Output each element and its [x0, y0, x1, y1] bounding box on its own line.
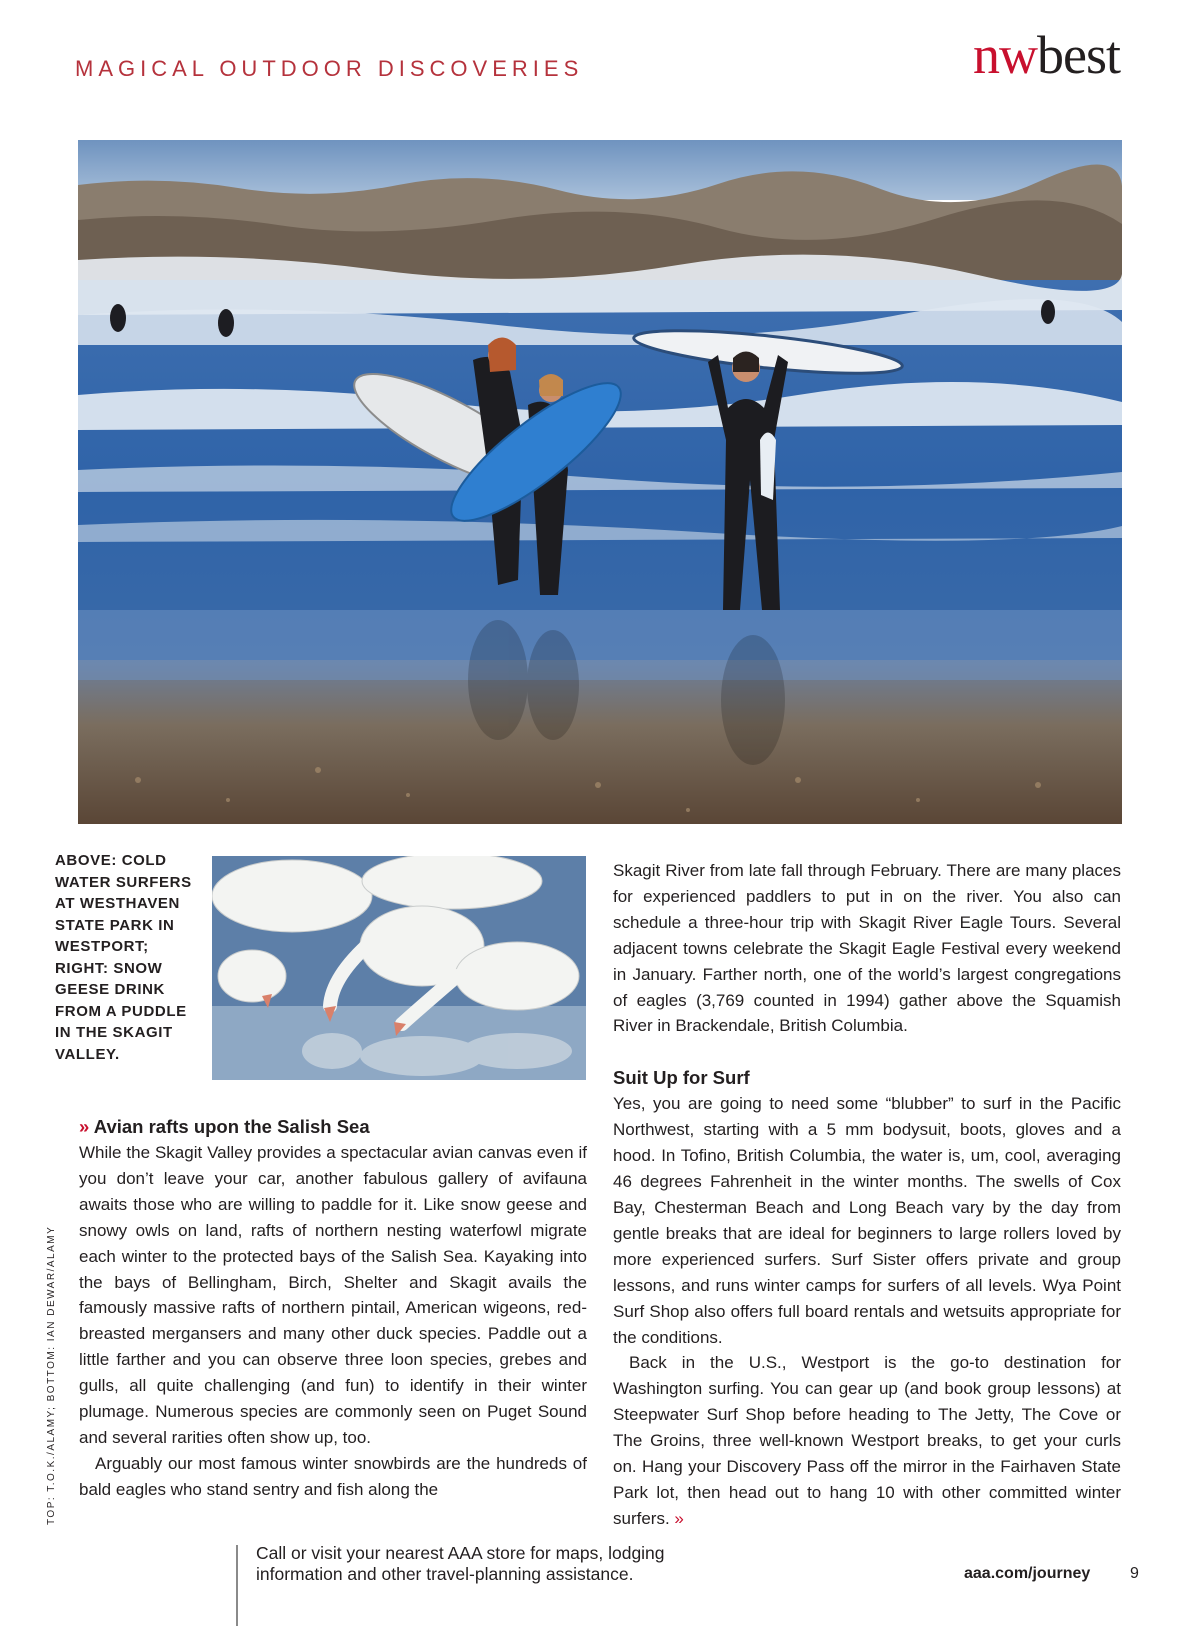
paragraph-surf-2	[613, 1350, 1121, 1531]
article-column-right	[613, 858, 1121, 1532]
logo-best: best	[1037, 25, 1120, 85]
hero-photo-surfers	[78, 140, 1122, 824]
page-number: 9	[1130, 1565, 1139, 1582]
subhead-suit-up-for-surf: Suit Up for Surf	[613, 1067, 750, 1089]
subhead-avian-rafts-text: Avian rafts upon the Salish Sea	[93, 1116, 370, 1137]
inset-photo-snow-geese	[212, 856, 586, 1080]
photo-credit: TOP: T.O.K./ALAMY; BOTTOM: IAN DEWAR/ALAMY	[46, 1225, 57, 1525]
footer-url[interactable]: aaa.com/journey	[964, 1565, 1091, 1582]
subhead-avian-rafts	[79, 1114, 587, 1140]
footer-note: Call or visit your nearest AAA store for maps, lodging information and other travel-planning assistance.	[256, 1543, 665, 1584]
article-column-left	[79, 1114, 587, 1503]
paragraph-surf-1: Yes, you are going to need some “blubber” to surf in the Pacific Northwest, starting with a 5 mm bodysuit, boots, gloves and a hood. In Tofino, British Columbia, the water is, um, cool, averaging 46 degrees Fahrenheit in the winter months. The swells of Cox Bay, Chesterman Beach and Long Beach vary by the day from gentle breaks that are ideal for beginners to large rollers loved by more experienced surfers. Surf Sister offers private and group lessons, and runs winter camps for surfers of all levels. Wya Point Surf Shop also offers full board rentals and wetsuits appropriate for the conditions.	[613, 1094, 1121, 1347]
nwbest-logo	[973, 25, 1120, 85]
subhead-marker: »	[79, 1116, 90, 1137]
continue-marker: »	[674, 1508, 684, 1528]
section-kicker: MAGICAL OUTDOOR DISCOVERIES	[75, 56, 584, 81]
footer-divider	[236, 1545, 238, 1626]
paragraph-avian-1: While the Skagit Valley provides a spectacular avian canvas even if you don’t leave your car, another fabulous gallery of avifauna awaits those who are willing to paddle for it. Like snow geese and snowy owls on land, rafts of northern nesting waterfowl migrate each winter to the protected bays of the Salish Sea. Kayaking into the bays of Bellingham, Birch, Shelter and Skagit avails the famously massive rafts of northern pintail, American wigeons, red-breasted mergansers and many other duck species. Paddle out a little farther and you can observe three loon species, grebes and gulls, all quite challenging (and fun) to identify in their winter plumage. Numerous species are commonly seen on Puget Sound and several rarities often show up, too.	[79, 1143, 587, 1447]
photo-caption: ABOVE: COLD WATER SURFERS AT WESTHAVEN STATE PARK IN WESTPORT; RIGHT: SNOW GEESE DRINK FROM A PUDDLE IN THE SKAGIT VALLEY.	[55, 852, 192, 1063]
logo-nw: nw	[973, 25, 1037, 85]
paragraph-surf-2-text: Back in the U.S., Westport is the go-to destination for Washington surfing. You can gear up (and book group lessons) at Steepwater Surf Shop before heading to The Jetty, The Cove or The Groins, three well-known Westport breaks, to get your curls on. Hang your Discovery Pass off the mirror in the Fairhaven State Park lot, then head out to hang 10 with other committed winter surfers.	[613, 1353, 1121, 1528]
paragraph-avian-2-continued: Skagit River from late fall through February. There are many places for experienced paddlers to put in on the river. You also can schedule a three-hour trip with Skagit River Eagle Tours. Several adjacent towns celebrate the Skagit Eagle Festival every weekend in January. Farther north, one of the world’s largest congregations of eagles (3,769 counted in 1994) gather above the Squamish River in Brackendale, British Columbia.	[613, 861, 1121, 1036]
paragraph-avian-2: Arguably our most famous winter snowbirds are the hundreds of bald eagles who stand sentry and fish along the	[79, 1453, 587, 1499]
